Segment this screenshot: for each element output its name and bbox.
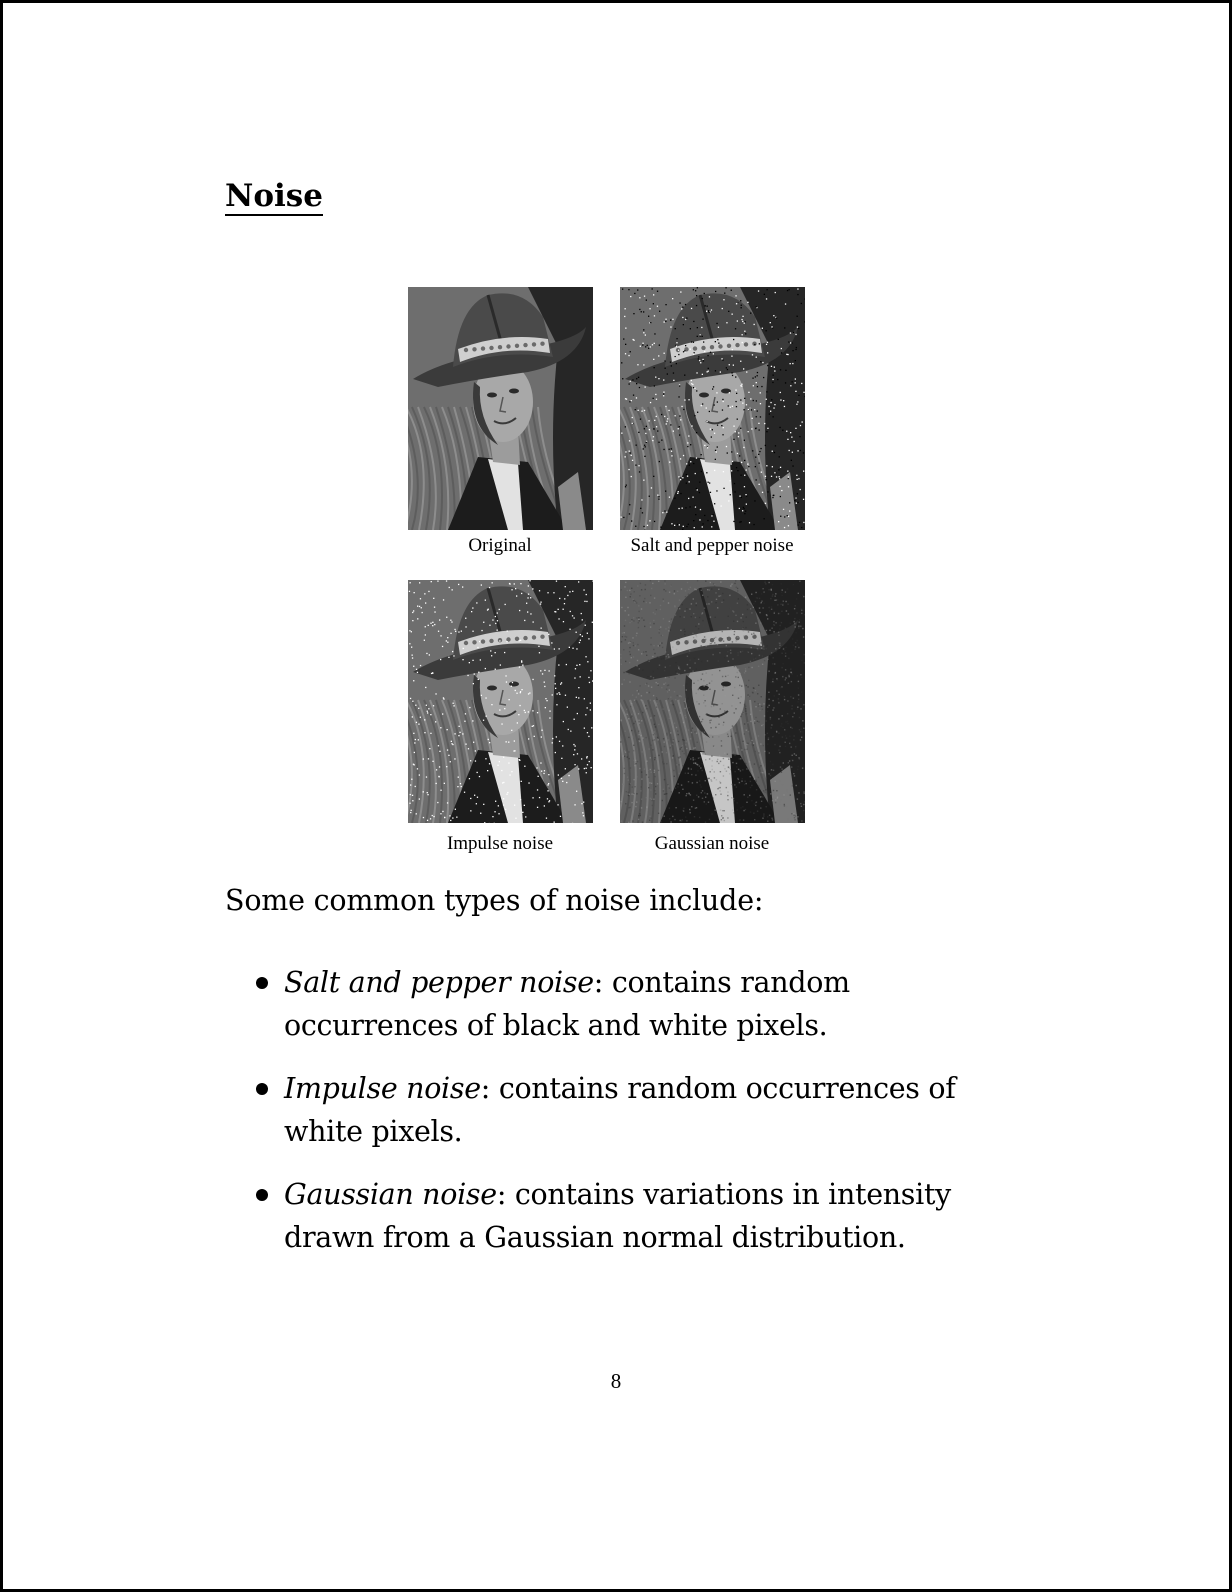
term-impulse: Impulse noise <box>284 1072 481 1105</box>
bullet-icon <box>256 1083 268 1095</box>
definition-impulse: : contains random occurrences of white pixels. <box>284 1072 956 1148</box>
bullet-icon <box>256 1189 268 1201</box>
salt-pepper-image <box>620 287 805 530</box>
impulse-image <box>408 580 593 823</box>
list-item <box>253 961 973 1047</box>
term-gaussian: Gaussian noise <box>284 1178 497 1211</box>
original-image <box>408 287 593 530</box>
list-item <box>253 1173 973 1259</box>
caption-original: Original <box>468 535 532 556</box>
intro-text: Some common types of noise include: <box>225 884 764 917</box>
definition-gaussian: : contains variations in intensity drawn from a Gaussian normal distribution. <box>284 1178 951 1254</box>
gaussian-image <box>620 580 805 823</box>
page-title: Noise <box>225 178 323 214</box>
caption-gaussian: Gaussian noise <box>654 833 770 854</box>
definition-salt-pepper: : contains random occurrences of black and white pixels. <box>284 966 850 1042</box>
caption-salt-pepper: Salt and pepper noise <box>630 535 794 556</box>
caption-impulse: Impulse noise <box>446 833 554 854</box>
list-item <box>253 1067 973 1153</box>
term-salt-pepper: Salt and pepper noise <box>284 966 594 999</box>
page-number: 8 <box>610 1369 622 1393</box>
bullet-icon <box>256 977 268 989</box>
noise-types-list <box>253 961 973 1279</box>
